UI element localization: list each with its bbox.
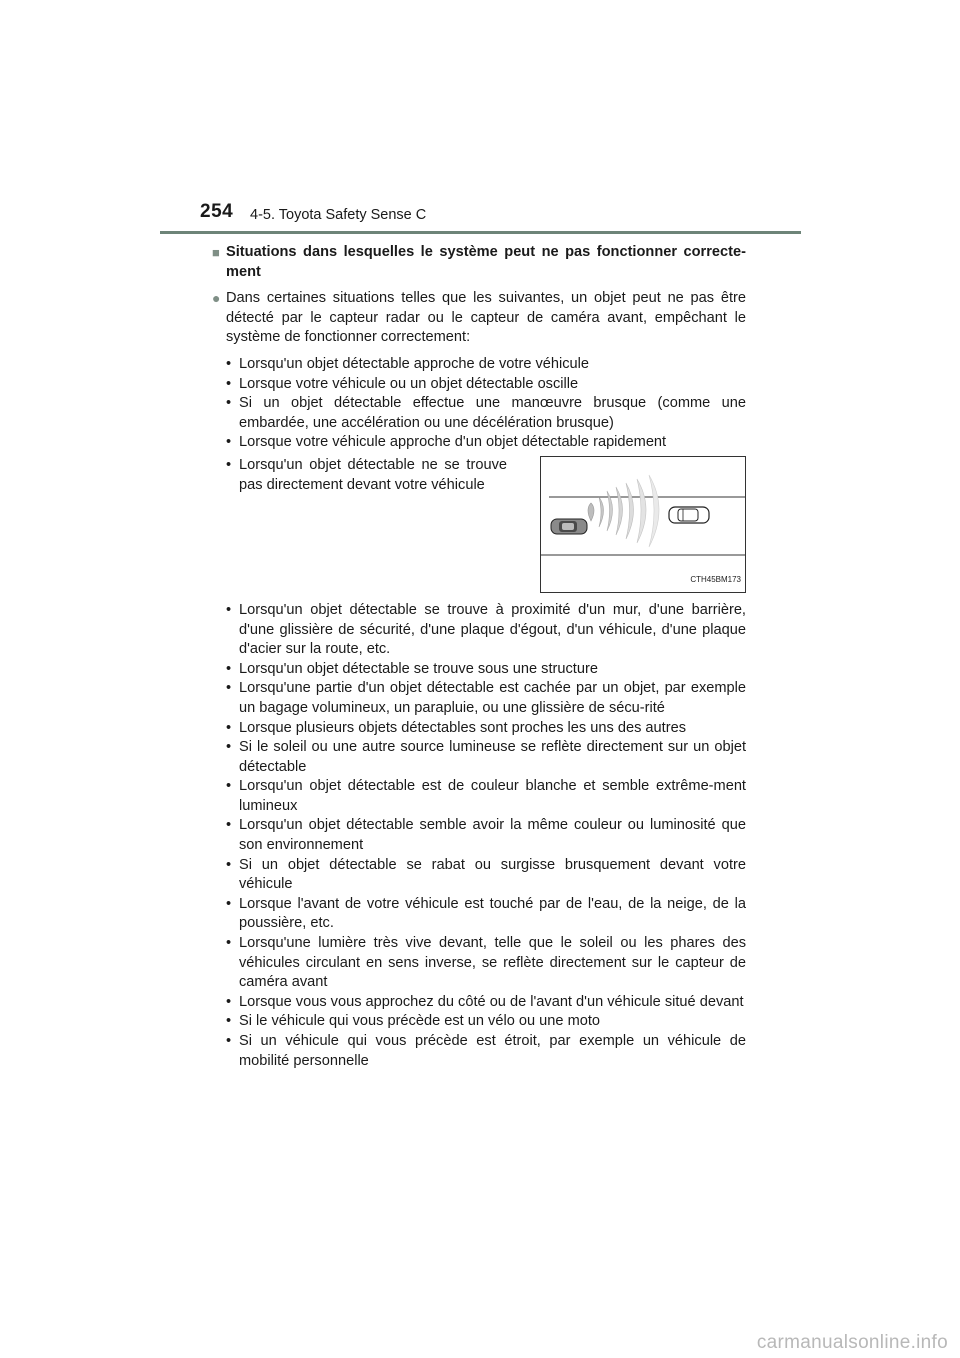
square-bullet-icon: ■ [212,245,220,260]
header-rule [160,231,801,234]
list-item: • Lorsque l'avant de votre véhicule est touché par de l'eau, de la neige, de la poussière, etc. [226,895,746,934]
watermark: carmanualsonline.info [756,1332,948,1353]
list-item: • Si le véhicule qui vous précède est un vélo ou une moto [226,1012,746,1032]
list-item: • Si le soleil ou une autre source lumineuse se reflète directement sur un objet détectable [226,738,746,777]
own-vehicle [551,519,587,534]
list-item: • Lorsqu'un objet détectable est de couleur blanche et semble extrême-ment lumineux [226,777,746,816]
intro-text: Dans certaines situations telles que les suivantes, un objet peut ne pas être détecté par le capteur radar ou le capteur de caméra avant, empêchant le système de fonctionner correctement: [226,290,746,346]
intro-paragraph [212,289,746,348]
section-title: 4-5. Toyota Safety Sense C [250,207,427,223]
detectable-vehicle [669,507,709,523]
circle-bullet-icon: ● [212,290,221,307]
illustration-figure [540,456,746,593]
list-item: • Lorsqu'une lumière très vive devant, telle que le soleil ou les phares des véhicules circulant en sens inverse, se reflète directement sur le capteur de caméra avant [226,934,746,993]
list-item: • Lorsqu'un objet détectable semble avoir la même couleur ou luminosité que son environnement [226,816,746,855]
list-item: • Si un véhicule qui vous précède est étroit, par exemple un véhicule de mobilité personnelle [226,1032,746,1071]
list-item: • Lorsqu'un objet détectable se trouve à proximité d'un mur, d'une barrière, d'une glissière de sécurité, d'une plaque d'égout, d'un véhicule, d'une plaque d'acier sur la route, etc. [226,601,746,660]
figure-row [226,456,746,593]
subsection-heading [212,243,746,282]
list-item: • Lorsque plusieurs objets détectables sont proches les uns des autres [226,719,746,739]
figure-bullet-text: • Lorsqu'un objet détectable ne se trouve pas directement devant votre véhicule [226,456,507,593]
list-item: • Lorsqu'une partie d'un objet détectable est cachée par un objet, par exemple un bagage volumineux, un parapluie, ou une glissière de sécu-rité [226,679,746,718]
radar-waves [588,475,659,547]
list-item: • Lorsqu'un objet détectable approche de votre véhicule [226,355,746,375]
list-item: • Si un objet détectable effectue une manœuvre brusque (comme une embardée, une accélération ou une décélération brusque) [226,394,746,433]
list-item: • Lorsque vous vous approchez du côté ou de l'avant d'un véhicule situé devant [226,993,746,1013]
heading-text: Situations dans lesquelles le système peut ne pas fonctionner correcte-ment [226,244,746,280]
list-item: • Lorsque votre véhicule ou un objet détectable oscille [226,375,746,395]
list-item: • Lorsqu'un objet détectable se trouve sous une structure [226,660,746,680]
page-content [212,243,746,1071]
bullet-list-top [226,355,746,453]
list-item: • Lorsque votre véhicule approche d'un objet détectable rapidement [226,433,746,453]
list-item: • Si un objet détectable se rabat ou surgisse brusquement devant votre véhicule [226,856,746,895]
page-number: 254 [200,201,234,222]
bullet-list-bottom [226,601,746,1071]
figure-code: CTH45BM173 [690,575,741,585]
